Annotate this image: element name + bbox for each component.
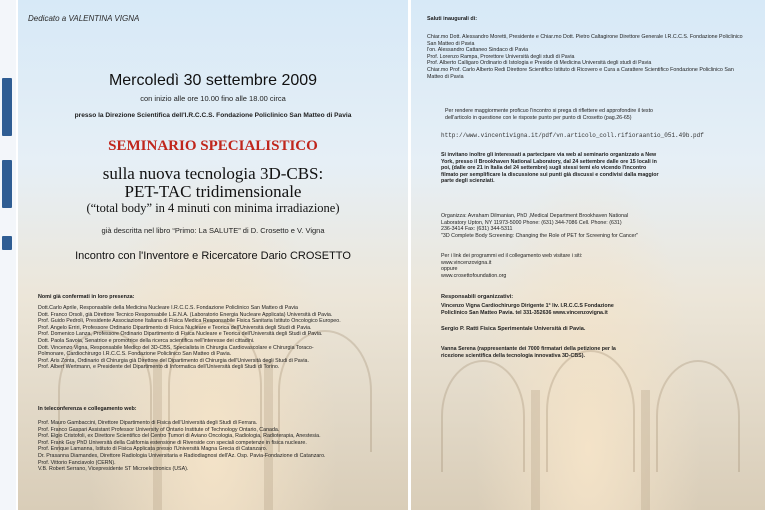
list-item: Prof. Elgio Cristofoli, ex Direttore Scientifico del Centro Tumori di Aviano Oncologia, Radiologia, Radioterapia, Anestesia.	[38, 433, 321, 440]
fresco-arch-decoration	[546, 350, 635, 472]
book-reference: già descritta nel libro “Primo: La SALUTE” di D. Crosetto e V. Vigna	[101, 226, 325, 235]
subject-line-1: sulla nuova tecnologia 3D-CBS:	[102, 164, 324, 183]
organizer-line: Laboratory Upton, NY 11973-5000 Phone: (631) 344-7086 Cell. Phone: (631)	[441, 219, 622, 226]
greetings-title: Saluti inaugurali di:	[427, 16, 478, 22]
website-link[interactable]: www.vincenzovigna.it	[441, 259, 492, 266]
list-item: Prof. Alberto Calligaro Ordinario di Istologia e Preside di Medicina Università degli studi di Pavia	[427, 60, 652, 67]
list-item: Matteo di Pavia	[427, 73, 464, 80]
sidebar-tab-3[interactable]	[2, 236, 12, 250]
list-item: Prof. Mauro Gambaccini, Direttore Dipartimento di Fisica dell'Università degli Studi di Ferrara.	[38, 420, 258, 426]
list-item: l'on. Alessandro Cattaneo Sindaco di Pavia	[427, 47, 529, 54]
list-item: Chiar.mo Prof. Carlo Alberto Redi Direttore Scientifico Istituto di Ricovero e Cura a Carattere Scientifico Fondazione Policlinico San	[427, 66, 734, 73]
seminar-heading: SEMINARIO SPECIALISTICO	[108, 138, 318, 154]
greetings-list	[427, 34, 743, 80]
event-time: con inizio alle ore 10.00 fino alle 18.00 circa	[140, 94, 286, 103]
responsible-line: Policlinico San Matteo Pavia. tel 331-352636 www.vincenzovigna.it	[441, 309, 608, 316]
list-item: Prof. Vittorio Fanciavolo (CERN).	[38, 459, 116, 466]
reading-note-line: dell'articolo in questione con le risposte punto per punto di Crosetto (pag.26-65)	[445, 114, 632, 121]
video-list	[38, 420, 326, 473]
invite-line: poi, (dalle ore 21 in Italia del 24 settembre) sugli stessi temi e/o vicendo l'incontro	[441, 165, 647, 172]
invite-line: filmato per semplificare la discussione sui punti già discussi e condivisi dalla maggior	[441, 171, 659, 178]
responsibles-block	[441, 303, 614, 316]
responsible-line: Vincenzo Vigna Cardiochirurgo Dirigente 1° liv. I.R.C.C.S Fondazione	[441, 303, 614, 309]
list-item: Prof. Domenico Lanza, Professore Ordinario Dipartimento di Fisica Nucleare e Teorica dell'Università degli Studi di Pavia.	[38, 331, 323, 338]
event-date: Mercoledì 30 settembre 2009	[108, 72, 318, 89]
names-title: Nomi già confermati in loro presenza:	[38, 294, 135, 300]
invite-line: York, presso il Brookhaven National Laboratory, dal 24 settembre dalle ore 15 locali in	[441, 158, 657, 165]
list-item: Dr. Prasanna Diamandes, Direttore Radiologia Universitaria e Radiodiagnosi dell'Az. Osp. Pavia-Fondazione di Catanzaro.	[38, 452, 326, 459]
subject-line-3: (“total body” in 4 minuti con minima irradiazione)	[86, 201, 340, 215]
list-item: Dott. Vincenzo Vigna, Responsabile Medico del 3D-CBS, Specialista in Chirurgia Cardiovascolare e Chirurgia Toraco-	[38, 344, 314, 351]
sidebar-tabs	[0, 0, 16, 510]
serena-block	[441, 346, 616, 359]
list-item: Dott.Carlo Aprile, Responsabile della Medicina Nucleare I.R.C.C.S. Fondazione Policlinico San Matteo di Pavia	[38, 305, 298, 311]
list-item: Prof. Franco Gaspari Assistant Professor University of Ontario Institute of Technology Ontario, Canada.	[38, 426, 280, 433]
invite-line: parte degli scienziati.	[441, 178, 495, 185]
reading-note	[445, 108, 653, 121]
web-invite	[441, 152, 659, 185]
event-venue: presso la Direzione Scientifica dell'I.R.C.C.S. Fondazione Policlinico San Matteo di Pavia	[74, 112, 352, 119]
list-item: Polmonare, Cardiochirurgo I.R.C.C.S. Fondazione Policlinico San Matteo di Pavia.	[38, 351, 232, 358]
organizer-block	[441, 213, 638, 239]
fresco-arch-decoration	[441, 360, 525, 472]
inventor-meeting: Incontro con l'Inventore e Ricercatore Dario CROSETTO	[75, 250, 351, 262]
list-item: Chiar.mo Dott. Alessandro Moretti, Presidente e Chiar.mo Dott. Pietro Caltagirone Direttore Generale I.R.C.C.S. Fondazione Policlinico	[427, 34, 743, 40]
organizer-line: "3D Complete Body Screening: Changing the Role of PET for Screening for Cancer"	[441, 232, 639, 239]
subject-line-2: PET-TAC tridimensionale	[124, 182, 302, 201]
website-link[interactable]: www.crosettofoundation.org	[441, 272, 507, 279]
responsibles-title: Responsabili organizzativi:	[441, 294, 514, 300]
list-item: Prof. Guido Pedroli, Presidente Associazione Italiana di Fisica Medica Responsabile Fisica Sanitaria Istituto Oncologico Europeo.	[38, 318, 341, 325]
list-item: Prof. Angelo Erriri, Professore Ordinario Dipartimento di Fisica Nucleare e Teorica dell'Università degli Studi di Pavia.	[38, 324, 312, 331]
serena-line: Vanna Serena (rappresentante dei 7000 firmatari della petizione per la	[441, 346, 616, 352]
list-item: Prof. Aris Zonta, Ordinario di Chirurgia già Direttore del Dipartimento di Chirurgia dell'Università degli Studi di Pavia.	[38, 357, 309, 364]
fresco-pillar-decoration	[531, 390, 540, 510]
invite-line: Si invitano inoltre gli interessati a partecipare via web al seminario organizzato a New	[441, 152, 657, 158]
links-oppure: oppure	[441, 266, 458, 273]
links-block	[441, 253, 582, 279]
list-item: Prof. Frank Guy PhD Università della California estensione di Riverside con speciali competenze in fisica nucleare.	[38, 439, 307, 446]
reading-note-line: Per rendere maggiormente proficuo l'incontro si prega di riflettere ed approfondire il testo	[445, 108, 653, 114]
fresco-arch-decoration	[656, 360, 740, 472]
article-link[interactable]: http://www.vincentivigna.it/pdf/vn.articolo_coll.rifioraantio_051.49b.pdf	[441, 132, 704, 139]
flyer-page-right	[411, 0, 765, 510]
organizer-line: 236-3414 Fax: (631) 344-5311	[441, 226, 513, 233]
flyer-page-left	[18, 0, 408, 510]
names-list	[38, 305, 341, 371]
list-item: V.B. Robert Serrano, Vicepresidente ST Microelectronics (USA).	[38, 466, 189, 473]
sidebar-tab-1[interactable]	[2, 78, 12, 136]
links-intro: Per i link dei programmi ed il collegamento web visitare i siti:	[441, 253, 583, 259]
fresco-pillar-decoration	[641, 390, 650, 510]
video-title: In teleconferenza e collegamento web:	[38, 406, 137, 412]
ratti-line: Sergio P. Ratti Fisica Sperimentale Università di Pavia.	[441, 326, 586, 332]
list-item: Prof. Enrique Lamanna, Istituto di Fisica Applicata presso l'Università Magna Grecia di Catanzaro.	[38, 446, 268, 453]
list-item: Prof. Lorenzo Rampa, Prorettore Università degli studi di Pavia	[427, 53, 575, 60]
list-item: San Matteo di Pavia	[427, 40, 475, 47]
list-item: Dott. Paola Savoia, Senatrice e promotrice della ricerca scientifica nell'interesse dei cittadini.	[38, 337, 255, 344]
list-item: Dott. Franco Orsoli, già Direttore Tecnico Responsabile L.E.N.A. (Laboratorio Energia Nucleare Applicata) Università di Pavia.	[38, 311, 333, 318]
list-item: Prof. Albert Wertmann, e Presidente del Dipartimento di Informatica dell'Università degli Studi di Torino.	[38, 364, 280, 371]
serena-line: ricezione scientifica della tecnologia innovativa 3D-CBS).	[441, 352, 585, 359]
organizer-line: Organizza: Avraham Dilmanian, PhD ,Medical Department Brookhaven National	[441, 213, 629, 219]
sidebar-tab-2[interactable]	[2, 160, 12, 208]
dedication: Dedicato a VALENTINA VIGNA	[28, 14, 140, 23]
